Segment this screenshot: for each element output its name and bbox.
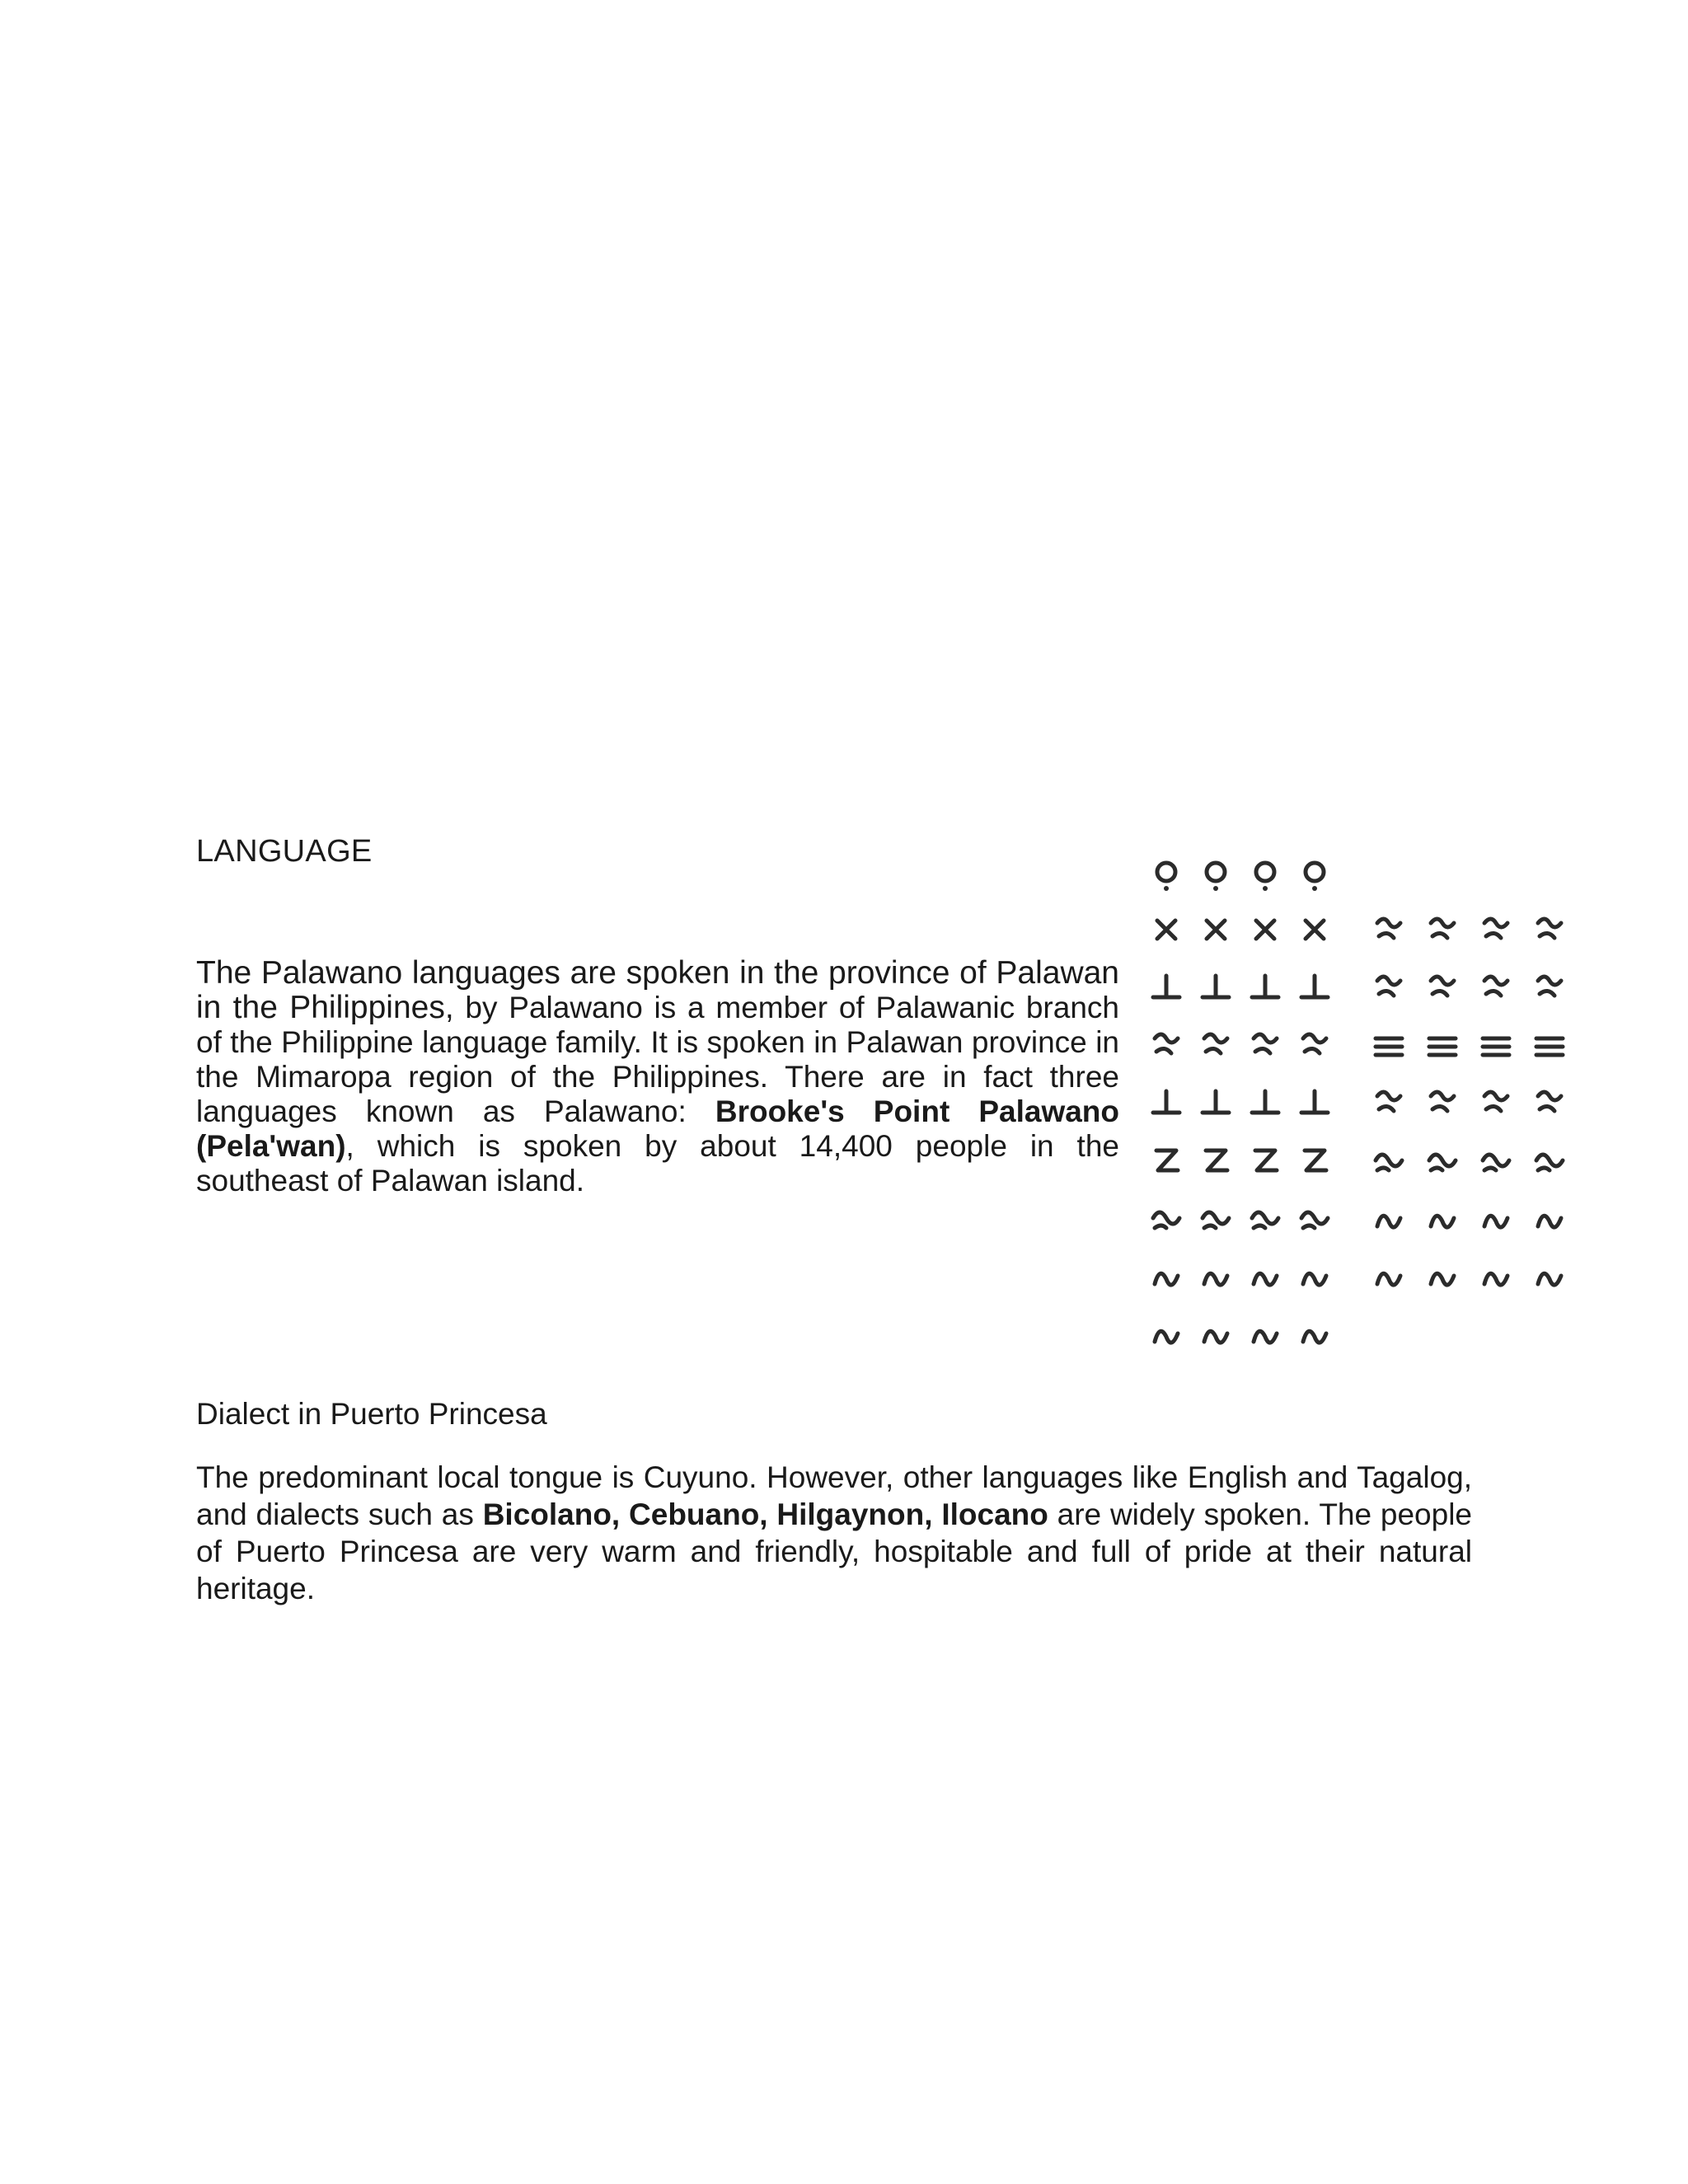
paragraph-text: The predominant local tongue is Cuyuno. However, other languages like English and Tagalog, and dialects such as: [196, 1460, 1472, 1531]
paragraph-lead-text: The Palawano languages are spoken in the province of Palawan in the Philippines,: [196, 955, 1119, 1025]
paragraph-text-end: are widely spoken. The people of Puerto Princesa are very warm and friendly, hospitable and full of pride at their natural heritage.: [196, 1497, 1472, 1605]
paragraph-text: by Palawano is a member of Palawanic branch of the Philippine language family. It is spoken in Palawan province in the Mimaropa region of the Philippines. There are in fact three languages known as Palawano:: [196, 991, 1119, 1128]
section-heading-dialect: Dialect in Puerto Princesa: [196, 1397, 547, 1431]
paragraph-bold-text: Bicolano, Cebuano, Hilgaynon, Ilocano: [482, 1497, 1048, 1531]
dialect-paragraph: [196, 1459, 1472, 1607]
language-paragraph: [196, 956, 1119, 1198]
palawano-script-chart-image: [1142, 832, 1570, 1368]
section-heading-language: LANGUAGE: [196, 834, 373, 869]
paragraph-bold-text: Brooke's Point Palawano (Pela'wan): [196, 1094, 1119, 1163]
script-chart-svg: [1142, 832, 1570, 1368]
paragraph-text-end: , which is spoken by about 14,400 people in the southeast of Palawan island.: [196, 1129, 1119, 1197]
